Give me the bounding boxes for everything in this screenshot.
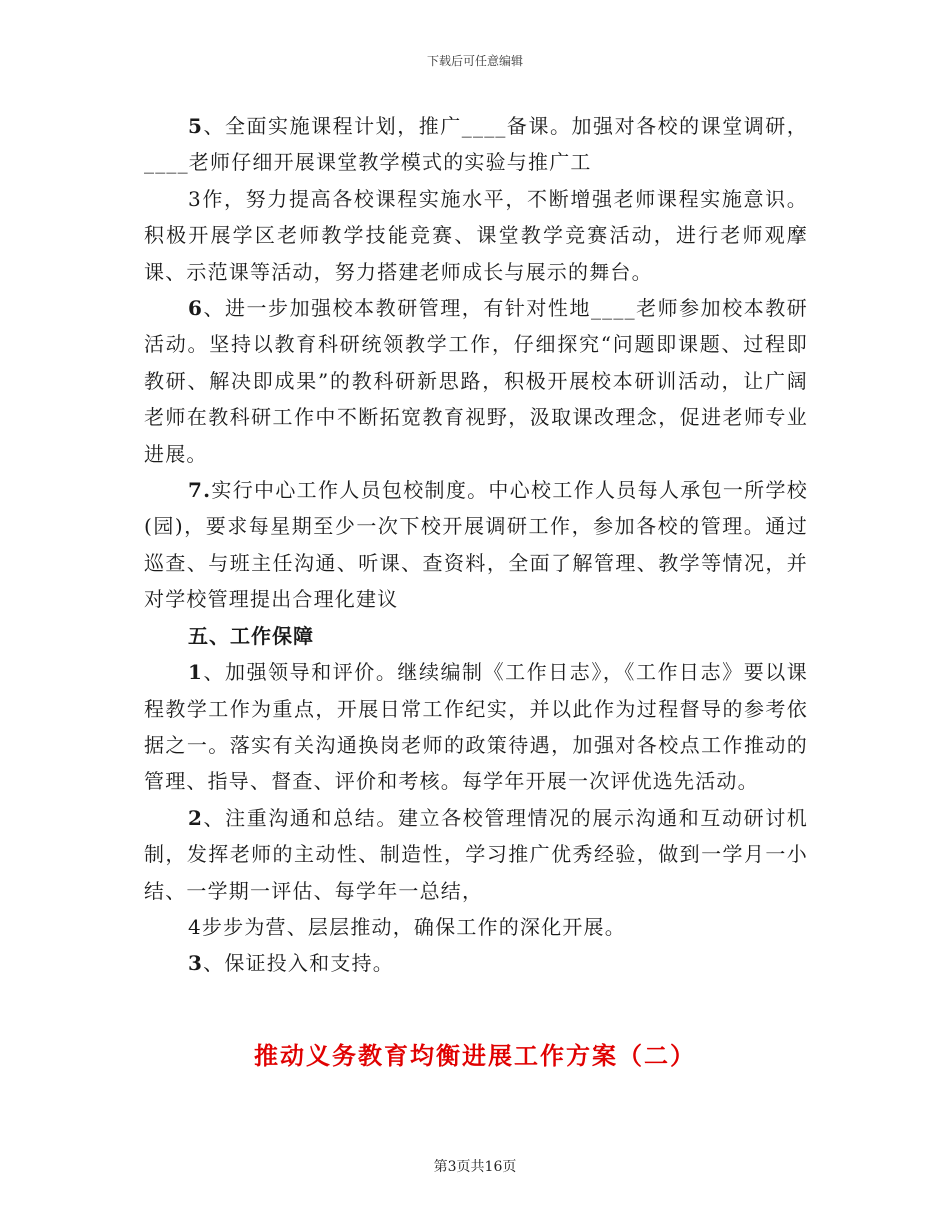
paragraph-text: 4步步为营、层层推动，确保工作的深化开展。 [188, 914, 626, 939]
section-heading: 五、工作保障 [188, 623, 314, 648]
paragraph-text: 、全面实施课程计划，推广____备课。加强对各校的课堂调研，____老师仔细开展课堂教学模式的实验与推广工 [144, 114, 808, 175]
guarantee-1 [144, 654, 808, 800]
paragraph-5 [144, 108, 808, 181]
item-number: 5 [188, 114, 204, 138]
paragraph-text: 实行中心工作人员包校制度。中心校工作人员每人承包一所学校(园)，要求每星期至少一次下校开展调研工作，参加各校的管理。通过巡查、与班主任沟通、听课、查资料，全面了解管理、教学等情况，并对学校管理提出合理化建议 [144, 478, 808, 612]
item-number: 6 [188, 296, 204, 321]
paragraph-text: 、进一步加强校本教研管理，有针对性地____老师参加校本教研活动。坚持以教育科研统领教学工作，仔细探究“问题即课题、过程即教研、解决即成果”的教科研新思路，积极开展校本研训活动，让广阔老师在教科研工作中不断拓宽教育视野，汲取课改理念，促进老师专业进展。 [144, 296, 808, 466]
item-number: 3 [188, 951, 204, 976]
paragraph-text: 、保证投入和支持。 [203, 951, 394, 976]
item-number: 1 [188, 660, 204, 685]
next-document-title: 推动义务教育均衡进展工作方案（二） [254, 1042, 696, 1070]
paragraph-continuation [144, 181, 808, 290]
paragraph-text: 3作，努力提高各校课程实施水平，不断增强老师课程实施意识。积极开展学区老师教学技能竞赛、课堂教学竞赛活动，进行老师观摩课、示范课等活动，努力搭建老师成长与展示的舞台。 [144, 186, 808, 284]
page-header: 下载后可任意编辑 [426, 54, 523, 68]
item-number: 7. [188, 478, 212, 503]
item-number: 2 [188, 805, 204, 830]
document-body [144, 108, 808, 982]
guarantee-3 [144, 945, 808, 981]
page-footer: 第3页共16页 [433, 1159, 517, 1175]
guarantee-continuation [144, 909, 808, 945]
paragraph-7 [144, 472, 808, 618]
paragraph-6 [144, 290, 808, 472]
guarantee-2 [144, 800, 808, 909]
paragraph-text: 、注重沟通和总结。建立各校管理情况的展示沟通和互动研讨机制，发挥老师的主动性、制造性，学习推广优秀经验，做到一学月一小结、一学期一评估、每学年一总结， [144, 805, 808, 903]
paragraph-text: 、加强领导和评价。继续编制《工作日志》，《工作日志》要以课程教学工作为重点，开展日常工作纪实，并以此作为过程督导的参考依据之一。落实有关沟通换岗老师的政策待遇，加强对各校点工作推动的管理、指导、督查、评价和考核。每学年开展一次评优选先活动。 [144, 660, 808, 794]
